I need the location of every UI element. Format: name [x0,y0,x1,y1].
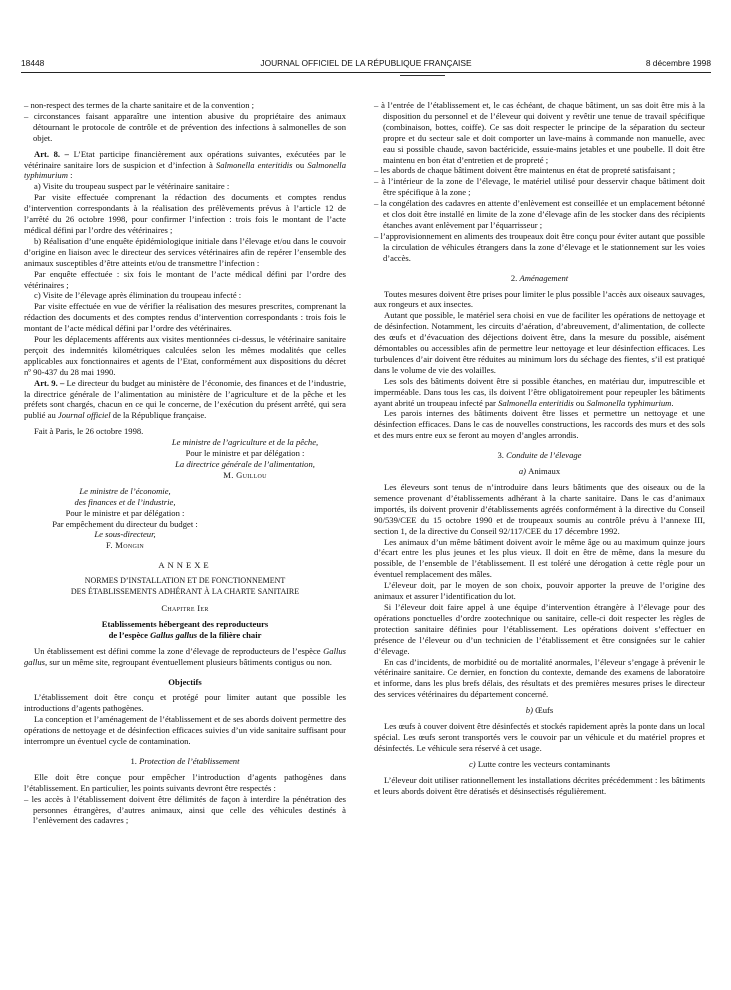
paragraph: – les accès à l’établissement doivent être délimités de façon à interdire la pénétration des personnes étrangères, d’autres animaux, ainsi que celle des véhicules destinés à l’enlèvement des cadavres ; [24,793,346,826]
text: ou [573,397,587,408]
paragraph: – à l’intérieur de la zone de l’élevage, le matériel utilisé pour desservir chaque bâtiment doit être spécifique à la zone ; [374,176,705,198]
paragraph: Elle doit être conçue pour empêcher l’introduction d’agents pathogènes dans l’établissement. En particulier, les points suivants devront être respectés : [24,771,346,793]
paragraph: Les éleveurs sont tenus de n’introduire dans leurs bâtiments que des oiseaux ou de la semence provenant d’établissements adhérant à la charte sanitaire. Dans le cas d’animaux importés, ils doivent provenir d’établissements agréés conformément à la directive du Conseil 90/539/CEE du 15 octobre 1990 et de troupeaux soumis au contrôle prévu à l’annexe III, section 1, de la directive du Conseil 92/117/CEE du 17 décembre 1992. [374,482,705,536]
section-title: Objectifs [168,676,202,687]
paragraph [374,376,705,409]
header-rule-short [400,75,445,76]
text: Un établissement est défini comme la zone d’élevage de reproducteurs de l’espèce [34,645,324,656]
subsection-title-text: Lutte contre les vecteurs contaminants [477,758,611,769]
paragraph: L’éleveur doit, par le moyen de son choix, pouvoir apporter la preuve de l’origine des animaux et assurer l’identification du lot. [374,580,705,602]
chapter-subtitle: Etablissements hébergeant des reproducteurs [101,618,269,629]
subsection-letter: b) [525,705,536,716]
annex-title: ANNEXE [158,560,212,571]
paragraph: Autant que possible, le matériel sera choisi en vue de faciliter les opérations de nettoyage et de désinfection. Notamment, les circuits d’aération, d’abreuvement, d’alimentation, de collecte des œufs et d’évacuation des déjections doivent être, dans la mesure du possible, aisément démontables ou accessibles afin de permettre leur nettoyage et leur désinfection efficaces. Les turbulences d’air doivent être réduites au minimum lors du séchage des fientes, s’il est pratiqué dans le volume de vie des volailles. [374,310,705,375]
signature-block-agriculture [24,437,346,481]
article-label: Art. 9. – [34,377,65,388]
section-title [24,756,346,767]
section-title [374,450,705,461]
paragraph: Pour les déplacements afférents aux visites mentionnées ci-dessus, le vétérinaire sanitaire perçoit des indemnités kilométriques calculées selon les mêmes modalités que celles applicables aux fonctionnaires et agents de l’Etat, conformément aux dispositions du décret nº 90-437 du 28 mai 1990. [24,334,346,377]
paragraph: Les œufs à couver doivent être désinfectés et stockés rapidement après la ponte dans un local spécial. Les œufs seront transportés vers le couvoir par un véhicule et du matériel propres et désinfectés. Le véhicule sera réservé à cet usage. [374,721,705,753]
signature-line: Par empêchement du directeur du budget : [52,518,198,529]
article-8 [24,149,346,182]
species-name: Gallus gallus [24,645,346,667]
signature-line: Le sous-directeur, [94,529,156,540]
text: Les sols des bâtiments doivent être si possible étanches, en matériau dur, imputrescible et imperméable. Dans tous les cas, ils doivent l’être obligatoirement pour repeupler les bâtiments ayant abrité un troupeau infecté par [374,375,705,408]
species-name: Salmonella enteritidis [215,159,293,170]
species-name: Salmonella typhimurium [24,159,346,181]
paragraph: Les animaux d’un même bâtiment doivent avoir le même âge ou au maximum quinze jours d’écart entre les plus jeunes et les plus vieux. Il doit en être de même, dans la mesure du possible, de l’ensemble de l’établissement. Il est toléré une dérogation à cette règle pour un éventuel remplacement des mâles. [374,536,705,580]
signature-line: Pour le ministre et par délégation : [65,507,185,518]
species-name: Salmonella enteritidis [498,397,574,408]
paragraph: La conception et l’aménagement de l’établissement et de ses abords doivent permettre des opérations de nettoyage et de désinfection efficaces suivies d’un vide sanitaire suffisant pour interrompre un éventuel cycle de contamination. [24,714,346,747]
chapter-subtitle [24,630,346,641]
issue-date: 8 décembre 1998 [645,58,711,68]
text: de la République française. [110,410,207,421]
text: de l’espèce [108,629,151,640]
paragraph: – non-respect des termes de la charte sanitaire et de la convention ; [24,100,255,110]
paragraph: b) Réalisation d’une enquête épidémiologique initiale dans l’élevage et/ou dans le couvoir d’origine en liaison avec le directeur des services vétérinaires afin de repérer l’ensemble des animaux susceptibles d’être atteints et/ou de transmettre l’infection : [24,235,346,268]
subsection-title [374,759,705,770]
subsection-letter: a) [518,466,529,477]
text: Le directeur du budget au ministère de l’économie, des finances et de l’industrie, la directrice générale de l’alimentation au ministère de l’agriculture et de la pêche et les préfets sont chargés, chacun en ce qui le concerne, de l’exécution du présent arrêté, qui sera publié au [24,377,346,421]
paragraph: Les parois internes des bâtiments doivent être lisses et permettre un nettoyage et une désinfection efficaces. Dans le cas de nouvelles constructions, les raccords des murs et des sols et des murs entre eux se feront au moyen d’angles arrondis. [374,408,705,441]
signature-line: La directrice générale de l’alimentation, [175,459,315,469]
species-name: Gallus gallus [150,629,198,640]
subsection-letter: c) [468,758,478,769]
section-number: 3. [497,450,507,461]
signature-line: des finances et de l’industrie, [74,496,176,507]
section-title-text: Conduite de l’élevage [506,450,582,461]
annex-heading: DES ÉTABLISSEMENTS ADHÉRANT À LA CHARTE SANITAIRE [70,587,300,597]
journal-name: Journal officiel [57,410,111,421]
chapter-title: Chapitre Ier [161,602,209,613]
journal-title: JOURNAL OFFICIEL DE LA RÉPUBLIQUE FRANÇAISE [260,58,472,68]
signature-date: Fait à Paris, le 26 octobre 1998. [34,426,144,437]
text: ou [292,159,308,170]
paragraph: L’éleveur doit utiliser rationnellement les installations décrites précédemment : les bâtiments et leurs abords doivent être dératisés et désinsectisés régulièrement. [374,774,705,796]
section-number: 2. [510,272,520,283]
paragraph: L’établissement doit être conçu et protégé pour limiter autant que possible les introductions d’agents pathogènes. [24,692,346,714]
subsection-title-text: Animaux [528,466,561,477]
paragraph: c) Visite de l’élevage après élimination du troupeau infecté : [34,290,242,301]
paragraph: a) Visite du troupeau suspect par le vétérinaire sanitaire : [34,181,230,192]
section-title-text: Protection de l’établissement [139,755,240,766]
paragraph: – circonstances faisant apparaître une intention abusive du propriétaire des animaux détournant le protocole de contrôle et de prévention des infections à salmonelles de son objet. [24,110,346,143]
page-number: 18448 [21,58,45,68]
annex-heading: NORMES D’INSTALLATION ET DE FONCTIONNEMENT [84,576,286,586]
paragraph: – l’approvisionnement en aliments des troupeaux doit être conçu pour éviter autant que possible la circulation de véhicules étrangers dans la zone d’élevage et le stationnement sur les voies d’accès. [374,230,705,263]
paragraph: Toutes mesures doivent être prises pour limiter le plus possible l’accès aux oiseaux sauvages, aux rongeurs et aux insectes. [374,288,705,310]
signatory-name: F. Mongin [105,540,145,551]
signature-line: Pour le ministre et par délégation : [185,448,305,459]
signature-line: Le ministre de l’agriculture et de la pêche, [171,437,319,448]
paragraph: – la congélation des cadavres en attente d’enlèvement est conseillée et un emplacement bétonné et clos doit être installé en limite de la zone d’élevage afin de les stocker dans des récipients étanches avant enlèvement par l’équarrisseur ; [374,198,705,230]
paragraph: – les abords de chaque bâtiment doivent être maintenus en état de propreté satisfaisant ; [374,165,676,176]
signature-line: Le ministre de l’économie, [79,485,171,496]
text: , sur un même site, regroupant éventuellement plusieurs bâtiments contigus ou non. [45,656,332,667]
text: de la filière chair [197,629,262,640]
text: : [67,170,73,181]
section-title-text: Aménagement [519,272,569,283]
paragraph: Si l’éleveur doit faire appel à une équipe d’intervention étrangère à l’élevage pour des opérations ponctuelles d’ordre zootechnique ou sanitaire, celle-ci doit respecter les règles de protection sanitaire définies pour l’établissement. Les opérations doivent s’effectuer en présence de l’éleveur ou d’un technicien de l’établissement et être consignées sur le cahier d’élevage. [374,601,705,656]
article-9 [24,378,346,422]
page-header [21,58,711,72]
subsection-title [374,466,705,477]
paragraph: Par enquête effectuée : six fois le montant de l’acte médical défini par l’ordre des vétérinaires ; [24,268,346,290]
right-column [374,100,705,796]
section-number: 1. [130,755,140,766]
article-label: Art. 8. – [34,148,69,159]
species-name: Salmonella typhimurium [586,397,672,408]
paragraph: Par visite effectuée comprenant la rédaction des documents et comptes rendus d’intervention correspondants à la réalisation des prélèvements prévus à l’article 12 de l’arrêté du 26 octobre 1998, pour confirmer l’infection : trois fois le montant de l’acte médical défini par l’ordre des vétérinaires ; [24,192,346,235]
section-title [374,273,705,284]
paragraph [24,646,346,668]
paragraph: En cas d’incidents, de morbidité ou de mortalité anormales, l’éleveur s’engage à prévenir le vétérinaire sanitaire. Ce dernier, en fonction du contexte, demande des examens de laboratoire et informe, dans les plus brefs délais, des résultats et des premières mesures prises le directeur des services vétérinaires du département concerné. [374,656,705,700]
text: L’Etat participe financièrement aux opérations suivantes, exécutées par le vétérinaire sanitaire lors de suspicion et d’infection à [24,148,346,170]
subsection-title [374,705,705,716]
header-rule [21,72,711,73]
signatory-name: M. Guillou [223,469,267,480]
paragraph: Par visite effectuée en vue de vérifier la réalisation des mesures prescrites, comprenant la rédaction des documents et des comptes rendus d’intervention correspondants : trois fois le montant de l’acte médical défini par l’ordre des vétérinaires. [24,301,346,334]
text: . [671,397,674,408]
paragraph: – à l’entrée de l’établissement et, le cas échéant, de chaque bâtiment, un sas doit être mis à la disposition du personnel et de l’éleveur qui doivent y revêtir une tenue de travail spécifique (combinaison, bottes, coiffe). Ce sas doit respecter le principe de la séparation du secteur propre et du secteur sale et doit comporter un lave-mains à commande non manuelle, avec eau si possible chaude, savon bactéricide, essuie-mains jetables et une poubelle. Il doit être maintenu en bon état d’entretien et de propreté ; [374,100,705,165]
subsection-title-text: Œufs [535,705,554,716]
signature-block-economy [24,486,346,551]
left-column [24,100,346,826]
